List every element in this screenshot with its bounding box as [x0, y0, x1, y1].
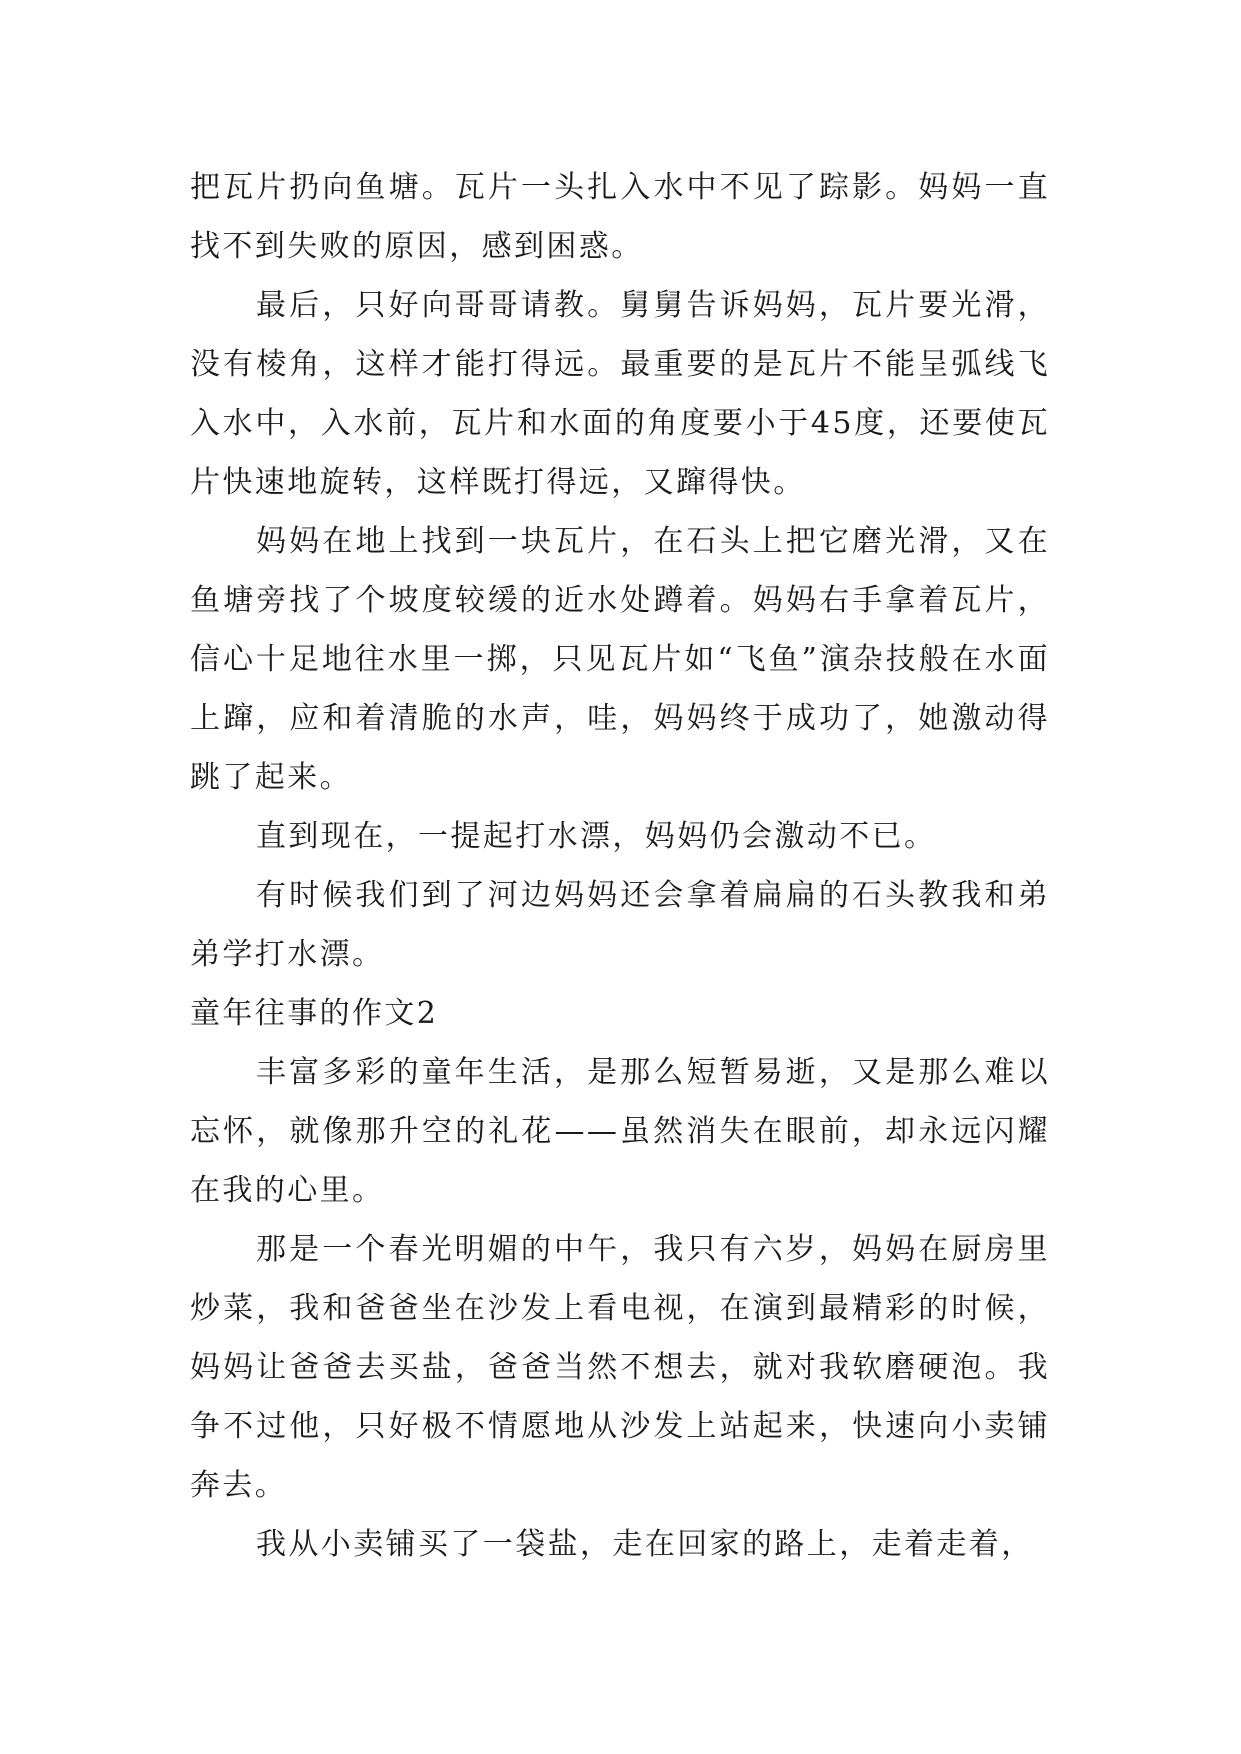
- essay-heading: 童年往事的作文2: [190, 996, 439, 1031]
- document-body: [190, 158, 1050, 1574]
- paragraph-until-now: 直到现在，一提起打水漂，妈妈仍会激动不已。: [256, 819, 937, 854]
- paragraph-continued: 把瓦片扔向鱼塘。瓦片一头扎入水中不见了踪影。妈妈一直找不到失败的原因，感到困惑。: [190, 170, 1050, 264]
- paragraph-walk-home: 我从小卖铺买了一袋盐，走在回家的路上，走着走着，: [256, 1527, 1034, 1562]
- paragraph-buy-salt: 那是一个春光明媚的中午，我只有六岁，妈妈在厨房里炒菜，我和爸爸坐在沙发上看电视，在演到最精彩的时候，妈妈让爸爸去买盐，爸爸当然不想去，就对我软磨硬泡。我争不过他，只好极不情愿地从沙发上站起来，快速向小卖铺奔去。: [190, 1232, 1050, 1503]
- paragraph-uncle-advice: 最后，只好向哥哥请教。舅舅告诉妈妈，瓦片要光滑，没有棱角，这样才能打得远。最重要的是瓦片不能呈弧线飞入水中，入水前，瓦片和水面的角度要小于45度，还要使瓦片快速地旋转，这样既打得远，又蹿得快。: [190, 288, 1050, 500]
- paragraph-childhood-intro: 丰富多彩的童年生活，是那么短暂易逝，又是那么难以忘怀，就像那升空的礼花——虽然消失在眼前，却永远闪耀在我的心里。: [190, 1055, 1050, 1208]
- paragraph-teach-brother: 有时候我们到了河边妈妈还会拿着扁扁的石头教我和弟弟学打水漂。: [190, 878, 1050, 972]
- paragraph-mom-success: 妈妈在地上找到一块瓦片，在石头上把它磨光滑，又在鱼塘旁找了个坡度较缓的近水处蹲着。妈妈右手拿着瓦片，信心十足地往水里一掷，只见瓦片如“飞鱼”演杂技般在水面上蹿，应和着清脆的水声，哇，妈妈终于成功了，她激动得跳了起来。: [190, 524, 1050, 795]
